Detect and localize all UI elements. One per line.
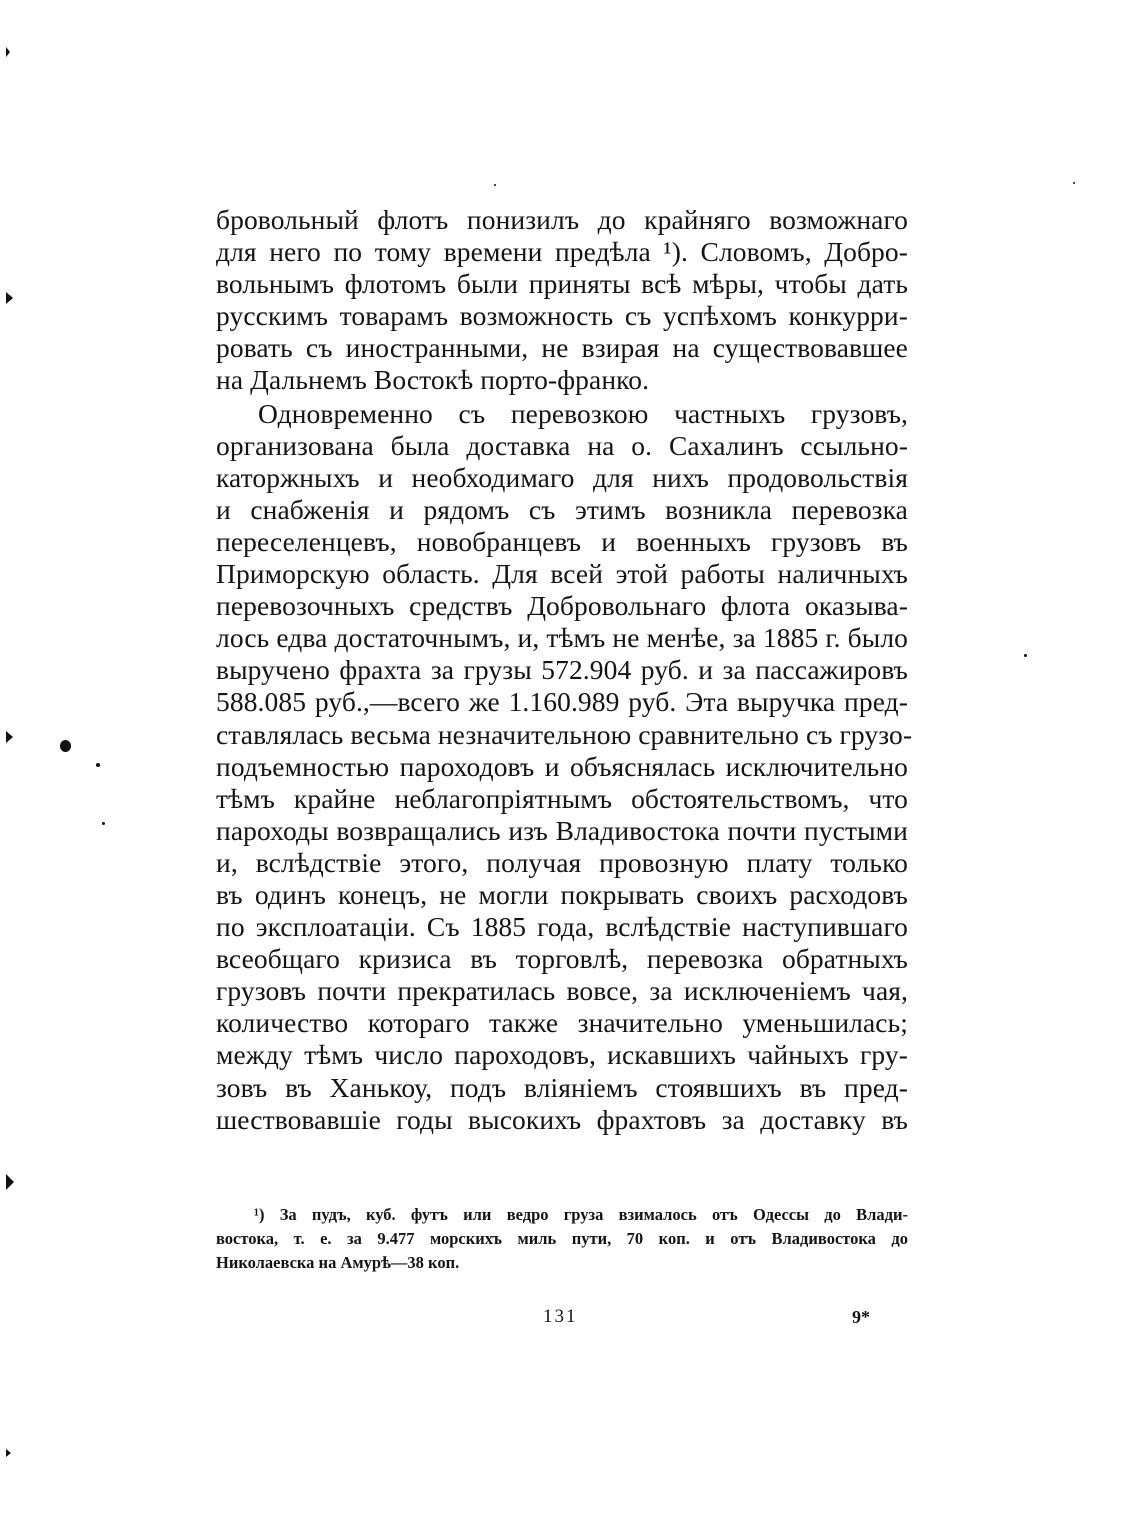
scan-speck: [1024, 654, 1027, 657]
text-line: ровать съ иностранными, не взирая на существовавшее: [216, 332, 908, 364]
signature-mark: 9*: [852, 1307, 870, 1327]
text-line: и, вслѣдствіе этого, получая провозную плату только: [216, 846, 908, 878]
text-line: между тѣмъ число пароходовъ, искавшихъ чайныхъ гру-: [216, 1039, 908, 1071]
text-line: вольнымъ флотомъ были приняты всѣ мѣры, чтобы дать: [216, 268, 908, 300]
text-line: количество котораго также значительно уменьшилась;: [216, 1007, 908, 1039]
text-line: выручено фрахта за грузы 572.904 руб. и за пассажировъ: [216, 654, 908, 686]
text-line: ставлялась весьма незначительною сравнительно съ грузо-: [216, 718, 913, 750]
text-line: шествовавшіе годы высокихъ фрахтовъ за доставку въ: [216, 1103, 908, 1135]
text-line: Одновременно съ перевозкою частныхъ грузовъ,: [258, 397, 908, 429]
footnote-line: ¹) За пудъ, куб. футъ или ведро груза взималось отъ Одессы до Влади-: [254, 1205, 908, 1224]
text-line: бровольный флотъ понизилъ до крайняго возможнаго: [216, 204, 908, 235]
text-line: грузовъ почти прекратилась вовсе, за исключеніемъ чая,: [216, 975, 908, 1007]
scan-speck: [60, 740, 71, 752]
text-line: переселенцевъ, новобранцевъ и военныхъ грузовъ въ: [216, 525, 908, 557]
scan-speck: [96, 763, 100, 767]
scan-mark: [6, 1174, 14, 1190]
text-line: каторжныхъ и необходимаго для нихъ продовольствія: [216, 461, 908, 493]
text-line: для него по тому времени предѣла ¹). Словомъ, Добро-: [216, 236, 908, 268]
scan-speck: [1073, 182, 1075, 184]
scan-mark: [6, 292, 13, 304]
text-line: русскимъ товарамъ возможность съ успѣхомъ конкурри-: [216, 300, 908, 332]
scan-mark: [6, 1449, 11, 1457]
text-line: и снабженія и рядомъ съ этимъ возникла перевозка: [216, 493, 908, 525]
page-number: 131: [543, 1306, 578, 1327]
text-line: перевозочныхъ средствъ Добровольнаго флота оказыва-: [216, 590, 908, 622]
text-line: въ одинъ конецъ, не могли покрывать своихъ расходовъ: [216, 878, 908, 910]
text-line: Приморскую область. Для всей этой работы наличныхъ: [216, 558, 908, 590]
scan-mark: [6, 731, 13, 743]
text-line: тѣмъ крайне неблагопріятнымъ обстоятельствомъ, что: [216, 782, 908, 814]
footnote-line: Николаевска на Амурѣ—38 коп.: [216, 1253, 460, 1272]
main-text: [216, 204, 913, 1136]
text-line: подъемностью пароходовъ и объяснялась исключительно: [216, 750, 908, 782]
text-line: 588.085 руб.,—всего же 1.160.989 руб. Эта выручка пред-: [216, 686, 908, 718]
text-line: всеобщаго кризиса въ торговлѣ, перевозка обратныхъ: [216, 943, 908, 975]
paragraph-1: [216, 204, 908, 397]
text-line: на Дальнемъ Востокѣ порто-франко.: [216, 364, 650, 396]
scan-mark: [6, 47, 10, 57]
footnote-line: востока, т. е. за 9.477 морскихъ миль пути, 70 коп. и отъ Владивостока до: [216, 1229, 908, 1248]
text-line: организована была доставка на о. Сахалинъ ссыльно-: [216, 429, 908, 461]
footnote: [216, 1203, 908, 1275]
text-line: зовъ въ Ханькоу, подъ вліяніемъ стоявшихъ въ пред-: [216, 1071, 908, 1103]
scan-speck: [102, 822, 105, 825]
text-line: по эксплоатаціи. Съ 1885 года, вслѣдствіе наступившаго: [216, 911, 908, 943]
scan-speck: [494, 184, 496, 186]
text-line: лось едва достаточнымъ, и, тѣмъ не менѣе, за 1885 г. было: [216, 622, 908, 654]
text-line: пароходы возвращались изъ Владивостока почти пустыми: [216, 814, 908, 846]
paragraph-2: [216, 397, 913, 1136]
